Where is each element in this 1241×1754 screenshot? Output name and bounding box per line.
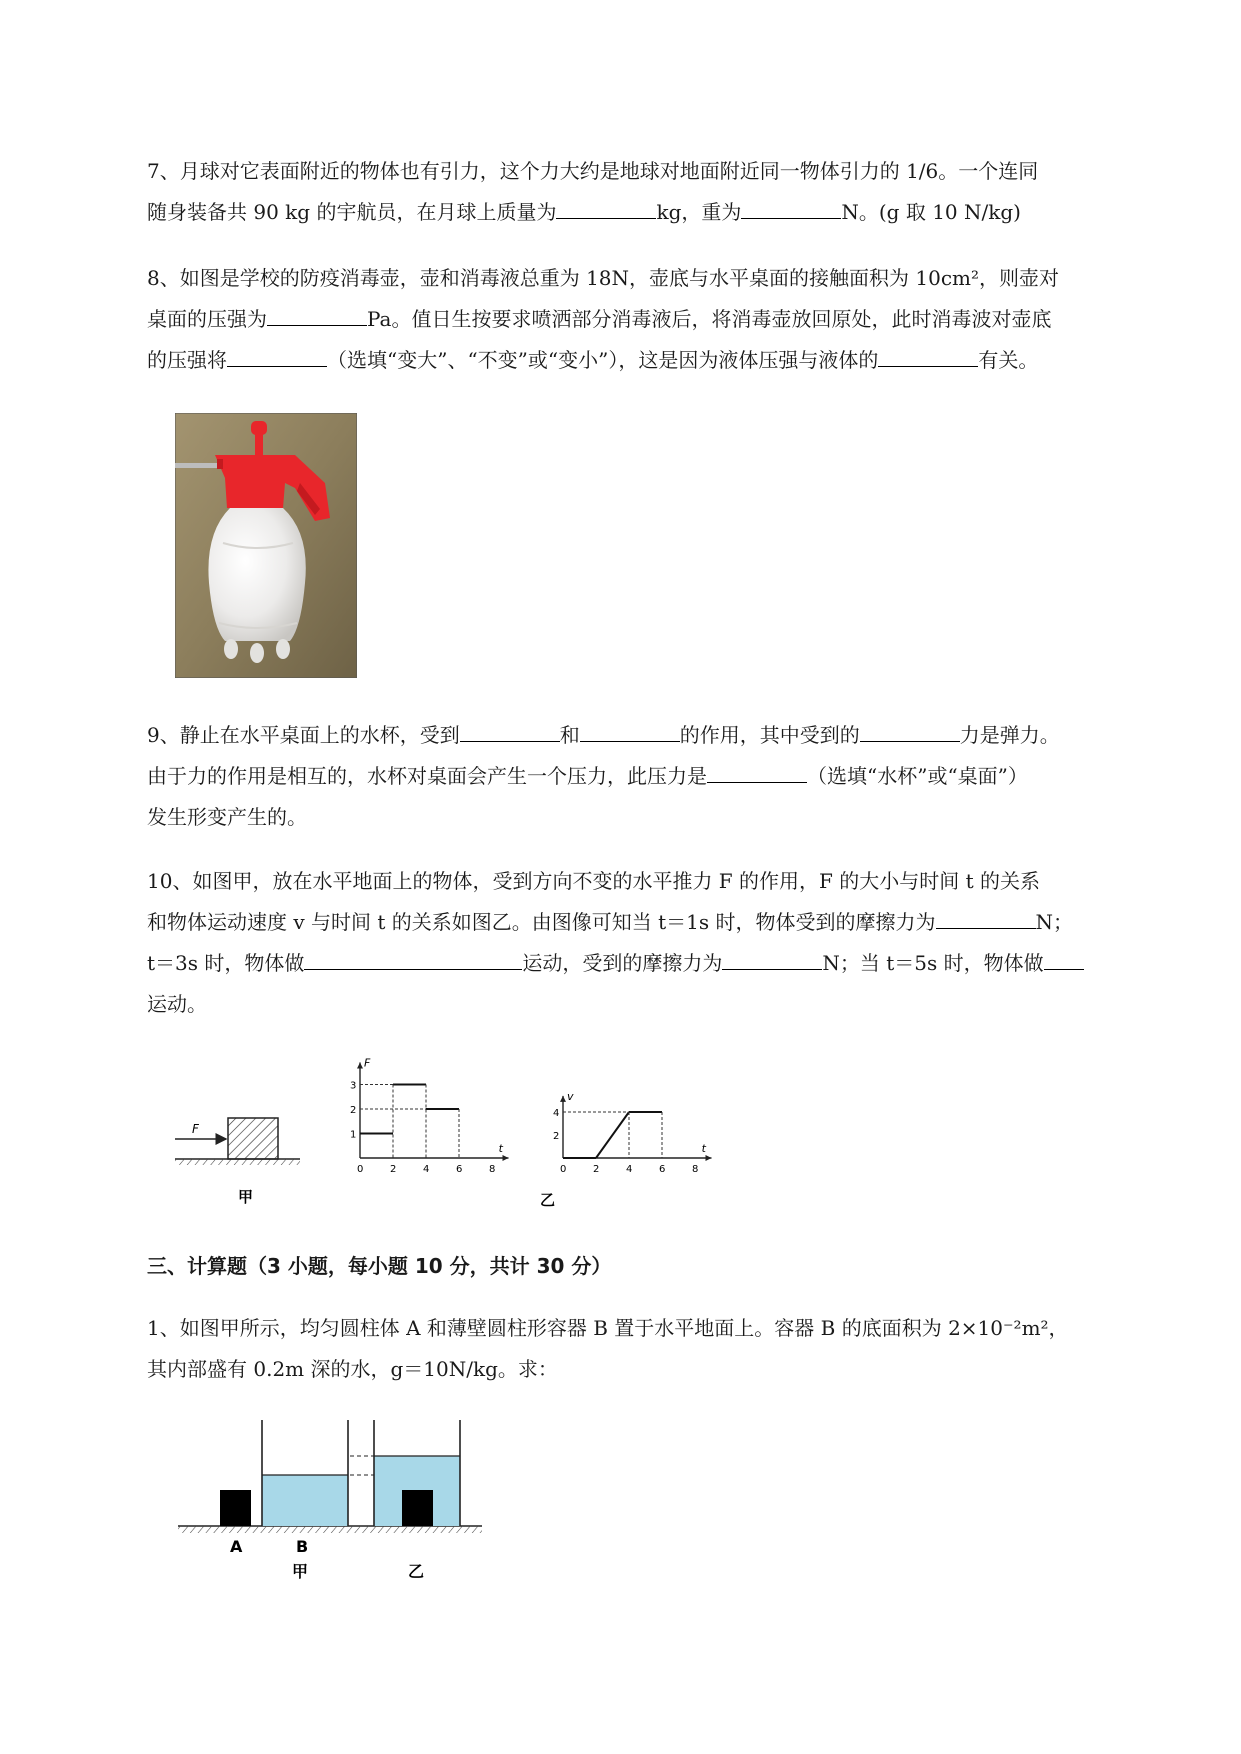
question-9 <box>147 715 1157 838</box>
question-7 <box>147 151 1157 233</box>
y-tick-label: 3 <box>350 1080 357 1092</box>
x-tick-label: 8 <box>489 1164 496 1175</box>
answer-blank[interactable] <box>580 719 680 742</box>
block-diagram <box>175 1118 300 1206</box>
caption-yi: 乙 <box>540 1191 556 1209</box>
y-axis-arrow <box>560 1096 566 1102</box>
x-tick-label: 4 <box>626 1164 633 1175</box>
calc1-line-1: 1、如图甲所示，均匀圆柱体 A 和薄壁圆柱形容器 B 置于水平地面上。容器 B 的底面积为 2×10⁻²m²， <box>147 1316 1069 1340</box>
container-with-a <box>374 1420 460 1526</box>
question-10 <box>147 861 1157 1025</box>
x-tick-label: 6 <box>659 1164 666 1175</box>
y-tick-label: 2 <box>350 1105 357 1116</box>
f-t-graph <box>350 1056 509 1175</box>
y-tick-label: 4 <box>553 1108 560 1119</box>
q9-line-1: 9、静止在水平桌面上的水杯，受到 和 的作用，其中受到的 力是弹力。 <box>147 715 1157 756</box>
x-axis-arrow <box>706 1155 712 1161</box>
caption-jia: 甲 <box>292 1562 309 1581</box>
label-b: B <box>296 1537 309 1556</box>
q9-line-2: 由于力的作用是相互的，水杯对桌面会产生一个压力，此压力是 （选填“水杯”或“桌面”） <box>147 756 1157 797</box>
x-tick-label: 8 <box>692 1164 699 1175</box>
x-axis-label: t <box>701 1142 706 1155</box>
section-3-title: 三、计算题（3 小题，每小题 10 分，共计 30 分） <box>147 1254 612 1278</box>
caption-yi: 乙 <box>408 1562 425 1581</box>
q10-figure <box>170 1045 760 1215</box>
q10-line-1: 10、如图甲，放在水平地面上的物体，受到方向不变的水平推力 F 的作用，F 的大小与时间 t 的关系 <box>147 869 1041 893</box>
q9-line-3: 发生形变产生的。 <box>147 805 307 829</box>
q8-line-2: 桌面的压强为 Pa。值日生按要求喷洒部分消毒液后，将消毒壶放回原处，此时消毒波对壶底 <box>147 299 1157 340</box>
caption-jia: 甲 <box>238 1188 254 1206</box>
answer-blank[interactable] <box>556 196 656 219</box>
x-axis-label: t <box>498 1142 503 1155</box>
x-tick-label: 0 <box>357 1164 364 1175</box>
calc1-line-2: 其内部盛有 0.2m 深的水，g＝10N/kg。求： <box>147 1357 558 1381</box>
cylinder-a <box>220 1490 251 1526</box>
answer-blank[interactable] <box>860 719 960 742</box>
y-axis-label: F <box>364 1056 371 1070</box>
q7-line-1: 7、月球对它表面附近的物体也有引力，这个力大约是地球对地面附近同一物体引力的 1/6。一个连同 <box>147 159 1039 183</box>
question-8 <box>147 258 1157 381</box>
answer-blank[interactable] <box>936 906 1036 929</box>
answer-blank[interactable] <box>304 947 522 970</box>
y-axis-label: v <box>567 1089 574 1103</box>
answer-blank[interactable] <box>707 760 807 783</box>
answer-blank[interactable] <box>460 719 560 742</box>
v-t-graph <box>553 1090 712 1175</box>
y-tick-label: 2 <box>553 1131 560 1142</box>
q8-line-1: 8、如图是学校的防疫消毒壶，壶和消毒液总重为 18N，壶底与水平桌面的接触面积为 10cm²，则壶对 <box>147 266 1060 290</box>
answer-blank[interactable] <box>267 303 367 326</box>
q10-line-4: 运动。 <box>147 992 207 1016</box>
q10-line-2: 和物体运动速度 v 与时间 t 的关系如图乙。由图像可知当 t＝1s 时，物体受到的摩擦力为 N； <box>147 902 1157 943</box>
q8-line-3: 的压强将 （选填“变大”、“不变”或“变小”），这是因为液体压强与液体的 有关。 <box>147 340 1157 381</box>
answer-blank[interactable] <box>722 947 822 970</box>
force-label: F <box>192 1122 199 1136</box>
v-segment <box>596 1112 629 1158</box>
x-axis-arrow <box>503 1155 509 1161</box>
x-tick-label: 6 <box>456 1164 463 1175</box>
calc1-figure <box>175 1420 495 1595</box>
y-axis-arrow <box>357 1062 363 1068</box>
spray-bottle-photo <box>175 413 357 678</box>
answer-blank[interactable] <box>878 344 978 367</box>
q7-line-2: 随身装备共 90 kg 的宇航员，在月球上质量为 kg，重为 N。(g 取 10 N/kg) <box>147 192 1157 233</box>
y-tick-label: 1 <box>350 1129 357 1141</box>
container-b <box>262 1420 348 1526</box>
answer-blank[interactable] <box>741 196 841 219</box>
x-tick-label: 2 <box>593 1164 600 1175</box>
answer-blank[interactable] <box>1044 947 1084 970</box>
label-a: A <box>230 1537 243 1556</box>
x-tick-label: 4 <box>423 1164 430 1175</box>
q10-line-3: t＝3s 时，物体做 运动，受到的摩擦力为 N；当 t＝5s 时，物体做 <box>147 943 1157 984</box>
calc-question-1 <box>147 1308 1157 1390</box>
x-tick-label: 0 <box>560 1164 567 1175</box>
answer-blank[interactable] <box>227 344 327 367</box>
x-tick-label: 2 <box>390 1164 397 1175</box>
